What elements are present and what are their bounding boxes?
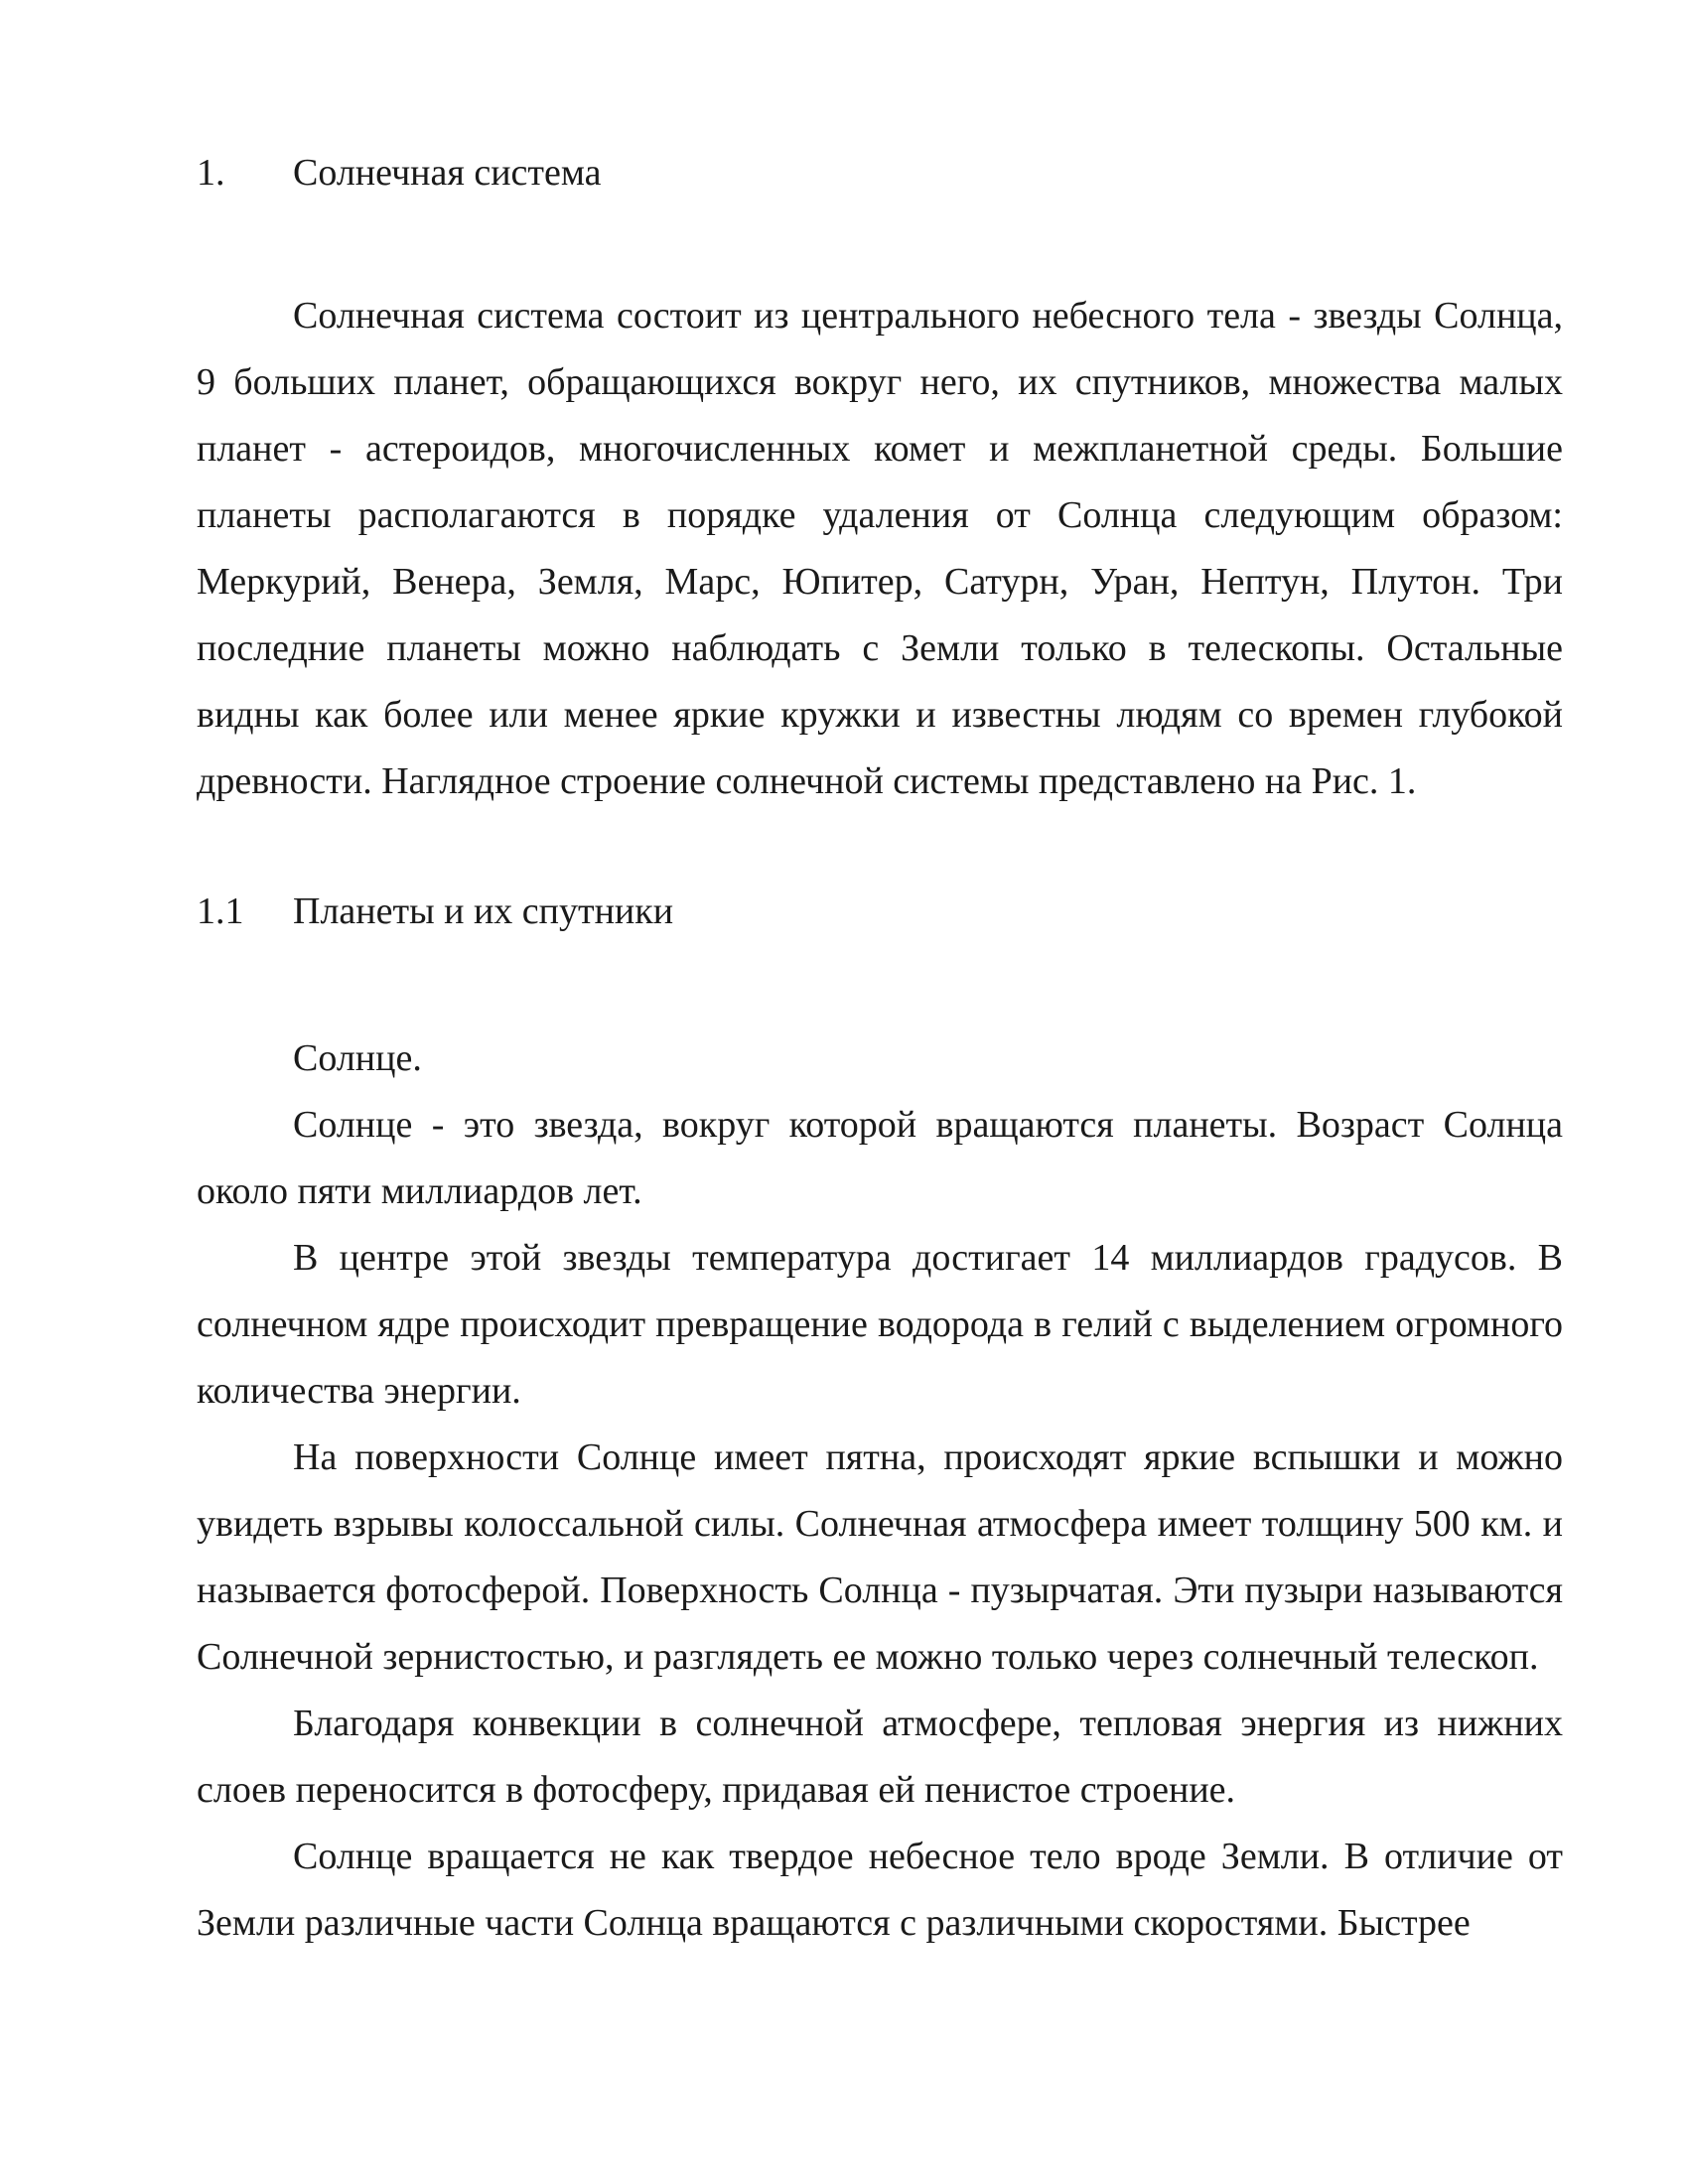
paragraph: Солнце - это звезда, вокруг которой вращаются планеты. Возраст Солнца около пяти миллиардов лет. xyxy=(197,1104,1563,1212)
section-heading-1-1 xyxy=(197,892,1563,930)
spacer xyxy=(197,192,1563,283)
section-number: 1. xyxy=(197,152,225,194)
paragraph: Благодаря конвекции в солнечной атмосфере, тепловая энергия из нижних слоев переносится в фотосферу, придавая ей пенистое строение. xyxy=(197,1703,1563,1811)
spacer xyxy=(197,930,1563,1025)
subsection-title: Планеты и их спутники xyxy=(293,890,674,932)
sun-label: Солнце. xyxy=(293,1037,422,1079)
document-page xyxy=(197,149,1563,1957)
paragraph: В центре этой звезды температура достигает 14 миллиардов градусов. В солнечном ядре происходит превращение водорода в гелий с выделением огромного количества энергии. xyxy=(197,1237,1563,1412)
section-heading-1 xyxy=(197,154,1563,192)
subsection-number: 1.1 xyxy=(197,890,244,932)
paragraph: Солнце вращается не как твердое небесное тело вроде Земли. В отличие от Земли различные части Солнца вращаются с различными скоростями. Быстрее xyxy=(197,1836,1563,1944)
spacer xyxy=(197,815,1563,892)
paragraph: На поверхности Солнце имеет пятна, происходят яркие вспышки и можно увидеть взрывы колоссальной силы. Солнечная атмосфера имеет толщину 500 км. и называется фотосферой. Поверхность Солнца - пузырчатая. Эти пузыри называются Солнечной зернистостью, и разглядеть ее можно только через солнечный телескоп. xyxy=(197,1436,1563,1678)
intro-paragraph: Солнечная система состоит из центрального небесного тела - звезды Солнца, 9 больших планет, обращающихся вокруг него, их спутников, множества малых планет - астероидов, многочисленных комет и межпланетной среды. Большие планеты располагаются в порядке удаления от Солнца следующим образом: Меркурий, Венера, Земля, Марс, Юпитер, Сатурн, Уран, Нептун, Плутон. Три последние планеты можно наблюдать с Земли только в телескопы. Остальные видны как более или менее яркие кружки и известны людям со времен глубокой древности. Наглядное строение солнечной системы представлено на Рис. 1. xyxy=(197,295,1563,802)
section-title: Солнечная система xyxy=(293,152,602,194)
